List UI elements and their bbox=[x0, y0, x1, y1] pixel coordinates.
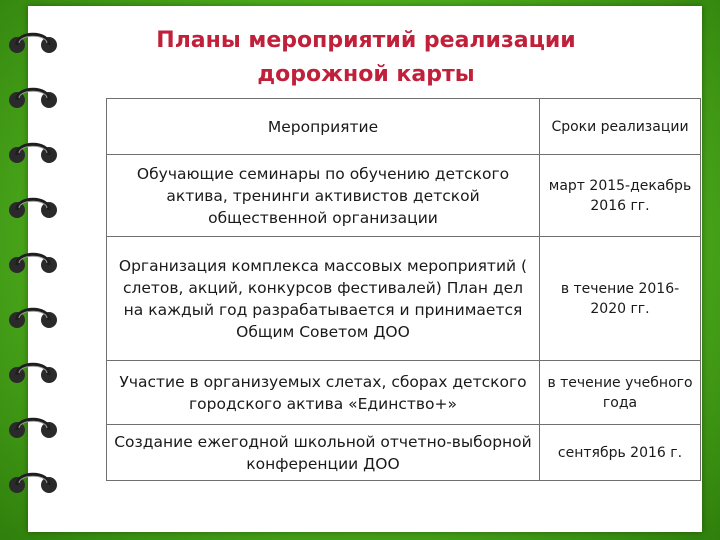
binder-ring-icon bbox=[6, 138, 60, 168]
table-row bbox=[107, 155, 701, 237]
column-header-term: Сроки реализации bbox=[540, 99, 701, 155]
binder-ring-icon bbox=[6, 248, 60, 278]
binder-ring-icon bbox=[6, 303, 60, 333]
column-header-event: Мероприятие bbox=[107, 99, 540, 155]
table-header-row bbox=[107, 99, 701, 155]
term-cell: сентябрь 2016 г. bbox=[540, 425, 701, 481]
binder-ring-icon bbox=[6, 193, 60, 223]
event-cell: Обучающие семинары по обучению детского актива, тренинги активистов детской общественной организации bbox=[107, 155, 540, 237]
term-cell: в течение учебного года bbox=[540, 361, 701, 425]
binder-ring-icon bbox=[6, 83, 60, 113]
table-row bbox=[107, 361, 701, 425]
term-cell: март 2015-декабрь 2016 гг. bbox=[540, 155, 701, 237]
table-row bbox=[107, 237, 701, 361]
binder-ring-icon bbox=[6, 468, 60, 498]
binder-ring-icon bbox=[6, 413, 60, 443]
plan-table bbox=[106, 98, 701, 481]
binder-ring-icon bbox=[6, 28, 60, 58]
table-row bbox=[107, 425, 701, 481]
page-title: Планы мероприятий реализации дорожной карты bbox=[156, 28, 576, 87]
event-cell: Создание ежегодной школьной отчетно-выборной конференции ДОО bbox=[107, 425, 540, 481]
term-cell: в течение 2016-2020 гг. bbox=[540, 237, 701, 361]
event-cell: Участие в организуемых слетах, сборах детского городского актива «Единство+» bbox=[107, 361, 540, 425]
event-cell: Организация комплекса массовых мероприятий ( слетов, акций, конкурсов фестивалей) План дел на каждый год разрабатывается и принимается Общим Советом ДОО bbox=[107, 237, 540, 361]
binder-ring-icon bbox=[6, 358, 60, 388]
